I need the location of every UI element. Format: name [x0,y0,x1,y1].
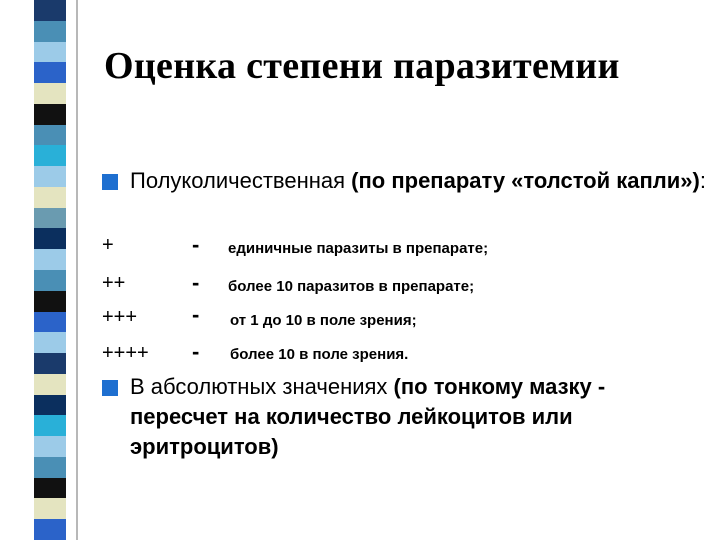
stripe-segment [34,436,66,457]
bullet-text-semiquantitative [130,166,710,196]
stripe-segment [34,415,66,436]
level-description: более 10 паразитов в препарате; [228,278,475,295]
stripe-segment [34,62,66,83]
level-dash: - [192,302,200,327]
level-symbol: + [102,234,114,256]
stripe-segment [34,42,66,63]
bullet1-bold: (по препарату «толстой капли») [351,168,700,193]
stripe-segment [34,498,66,519]
level-symbol: +++ [102,306,138,328]
slide-title: Оценка степени паразитемии [104,45,620,87]
level-dash: - [192,232,200,257]
level-description: от 1 до 10 в поле зрения; [230,312,417,329]
stripe-segment [34,332,66,353]
bullet-text-absolute [130,372,650,462]
stripe-segment [34,166,66,187]
level-description: более 10 в поле зрения. [230,346,409,363]
level-dash: - [192,339,200,364]
bullet2-plain: В абсолютных значениях [130,374,394,399]
stripe-segment [34,187,66,208]
stripe-segment [34,395,66,416]
bullet2-bold: (по тонкому мазку - пересчет на количество лейкоцитов или эритроцитов) [130,374,606,459]
stripe-segment [34,228,66,249]
stripe-segment [34,291,66,312]
stripe-segment [34,208,66,229]
stripe-segment [34,457,66,478]
stripe-segment [34,353,66,374]
stripe-segment [34,478,66,499]
level-symbol: ++ [102,272,126,294]
stripe-segment [34,312,66,333]
stripe-segment [34,83,66,104]
stripe-segment [34,125,66,146]
stripe-segment [34,374,66,395]
stripe-segment [34,0,66,21]
stripe-segment [34,145,66,166]
stripe-segment [34,519,66,540]
stripe-segment [34,104,66,125]
level-description: единичные паразиты в препарате; [228,240,489,257]
decorative-stripe-bar [34,0,66,540]
divider-line [76,0,78,540]
stripe-segment [34,249,66,270]
level-symbol: ++++ [102,342,149,364]
bullet1-plain: Полуколичественная [130,168,352,193]
stripe-segment [34,21,66,42]
level-dash: - [192,270,200,295]
bullet1-suffix: : [699,168,706,193]
bullet-square-icon [102,174,118,190]
stripe-segment [34,270,66,291]
bullet-square-icon [102,380,118,396]
